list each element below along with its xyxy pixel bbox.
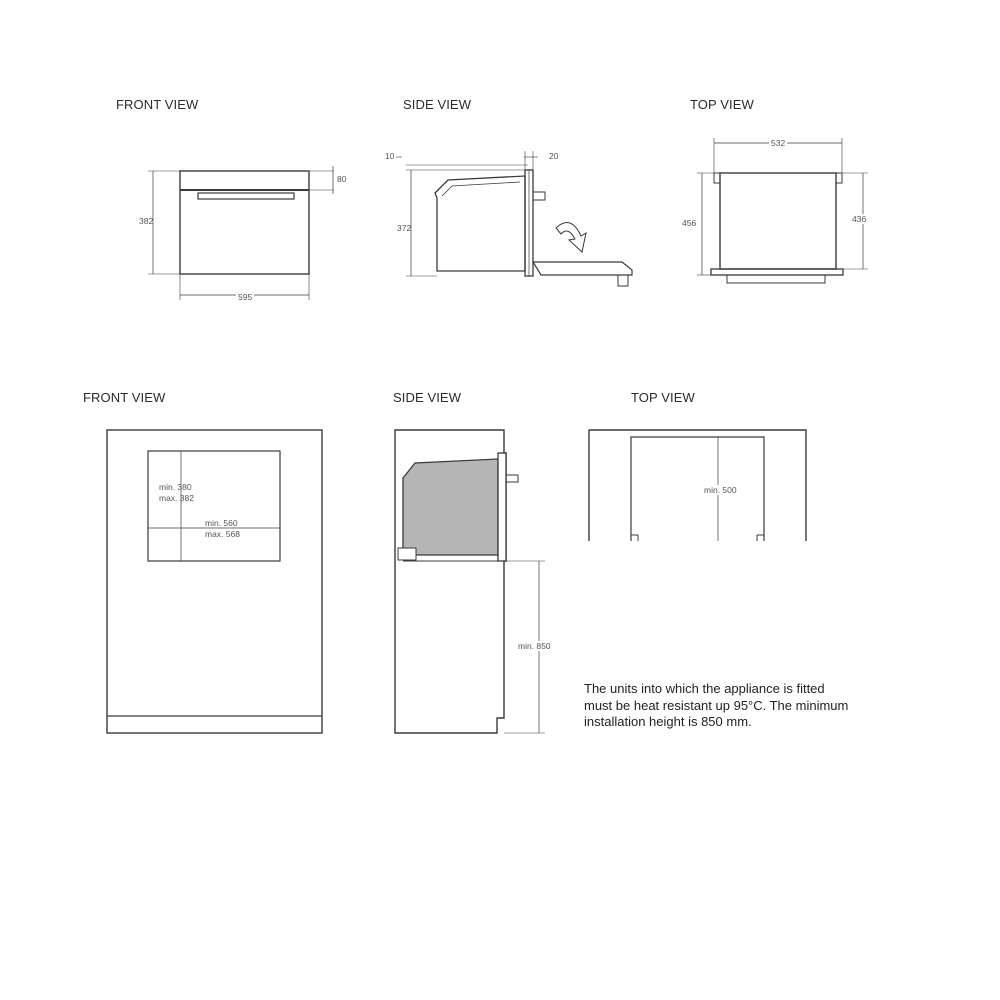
cabinet-depth-label: min. 500 <box>704 485 737 495</box>
appliance-side-view <box>396 151 632 286</box>
note-line-3: installation height is 850 mm. <box>584 714 752 729</box>
front-height-label: 382 <box>139 216 154 226</box>
top-right-depth-label: 436 <box>852 214 867 224</box>
side-view-heading-bottom: SIDE VIEW <box>393 390 462 405</box>
appliance-front-view <box>148 166 334 300</box>
installation-note <box>584 681 904 731</box>
appliance-top-view <box>697 138 868 283</box>
cabinet-front-view <box>107 430 322 733</box>
side-panel-label: 20 <box>549 151 559 161</box>
side-height-label: 372 <box>397 223 412 233</box>
side-view-heading-top: SIDE VIEW <box>403 97 472 112</box>
front-view-heading-top: FRONT VIEW <box>116 97 199 112</box>
front-width-label: 595 <box>238 292 253 302</box>
front-panel-label: 80 <box>337 174 347 184</box>
top-width-label: 532 <box>771 138 786 148</box>
cabinet-top-view <box>589 430 806 541</box>
note-line-1: The units into which the appliance is fitted <box>584 681 825 696</box>
front-view-heading-bottom: FRONT VIEW <box>83 390 166 405</box>
top-left-depth-label: 456 <box>682 218 697 228</box>
niche-width-max-label: max. 568 <box>205 529 240 539</box>
note-line-2: must be heat resistant up 95°C. The minimum <box>584 697 849 713</box>
cabinet-side-view <box>395 430 545 733</box>
niche-width-min-label: min. 560 <box>205 518 238 528</box>
top-view-heading-top: TOP VIEW <box>690 97 754 112</box>
top-view-heading-bottom: TOP VIEW <box>631 390 695 405</box>
niche-height-min-label: min. 380 <box>159 482 192 492</box>
niche-height-max-label: max. 382 <box>159 493 194 503</box>
install-height-label: min. 850 <box>518 641 551 651</box>
door-swing-arrow-icon <box>556 223 586 252</box>
side-offset-label: 10 <box>385 151 395 161</box>
